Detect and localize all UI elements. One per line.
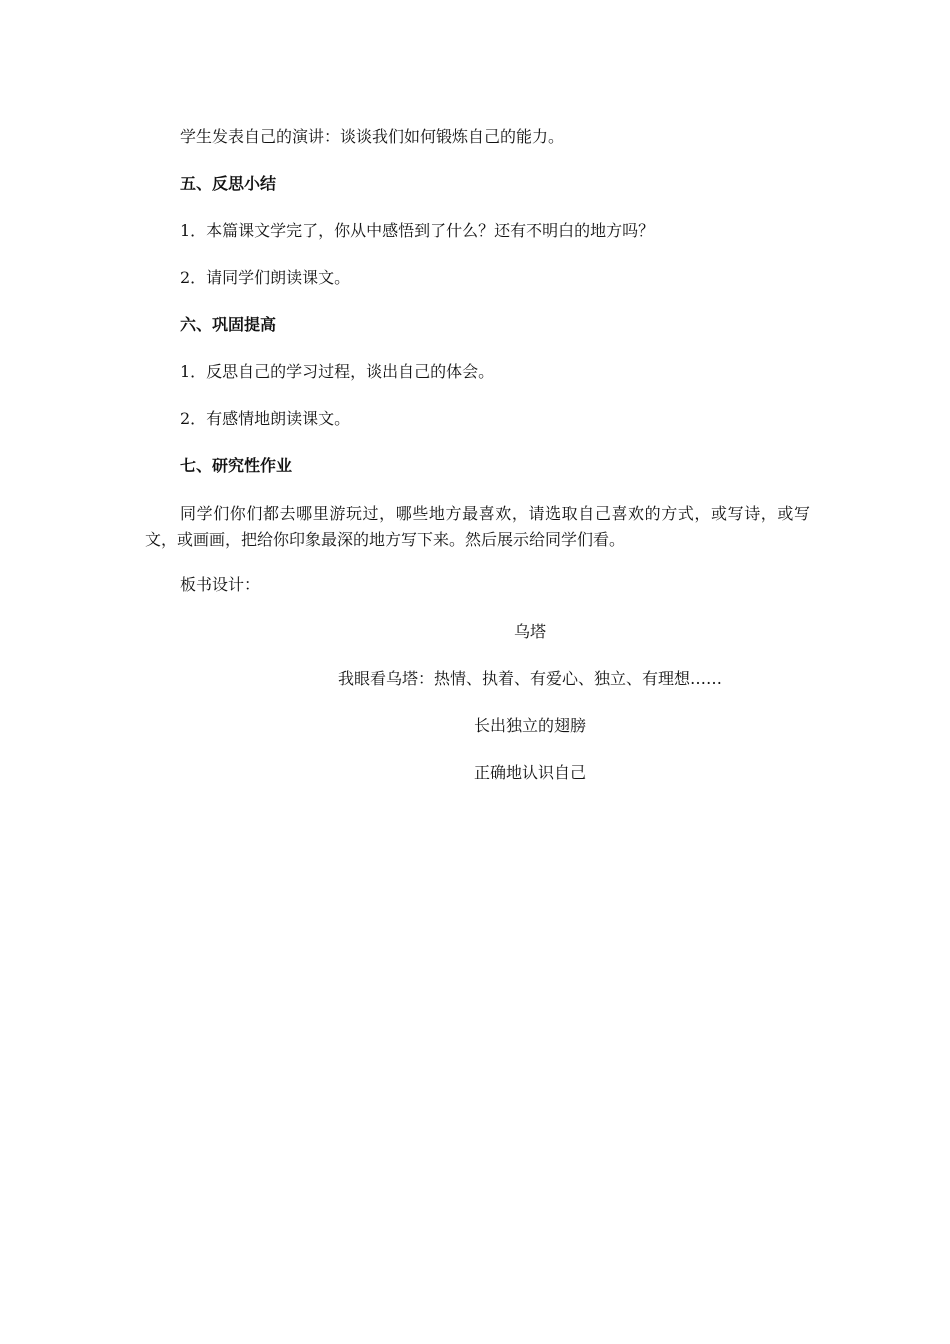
section-heading-consolidation: 六、巩固提高 xyxy=(180,315,277,334)
speech-line: 学生发表自己的演讲：谈谈我们如何锻炼自己的能力。 xyxy=(180,127,565,146)
board-line: 正确地认识自己 xyxy=(473,763,586,782)
board-design-label: 板书设计： xyxy=(180,575,261,594)
section-heading-reflection: 五、反思小结 xyxy=(180,174,277,193)
board-title: 乌塔 xyxy=(513,622,546,641)
homework-paragraph: 同学们你们都去哪里游玩过，哪些地方最喜欢，请选取自己喜欢的方式，或写诗，或写文，或画画，把给你印象最深的地方写下来。然后展示给同学们看。 xyxy=(145,504,810,549)
list-item: 2．有感情地朗读课文。 xyxy=(180,409,351,428)
list-item: 1．本篇课文学完了，你从中感悟到了什么？还有不明白的地方吗？ xyxy=(180,221,655,240)
list-item: 1．反思自己的学习过程，谈出自己的体会。 xyxy=(180,362,495,381)
board-line: 长出独立的翅膀 xyxy=(473,716,586,735)
board-line: 我眼看乌塔：热情、执着、有爱心、独立、有理想…… xyxy=(337,669,722,688)
list-item: 2．请同学们朗读课文。 xyxy=(180,268,351,287)
section-heading-research-homework: 七、研究性作业 xyxy=(180,456,293,475)
